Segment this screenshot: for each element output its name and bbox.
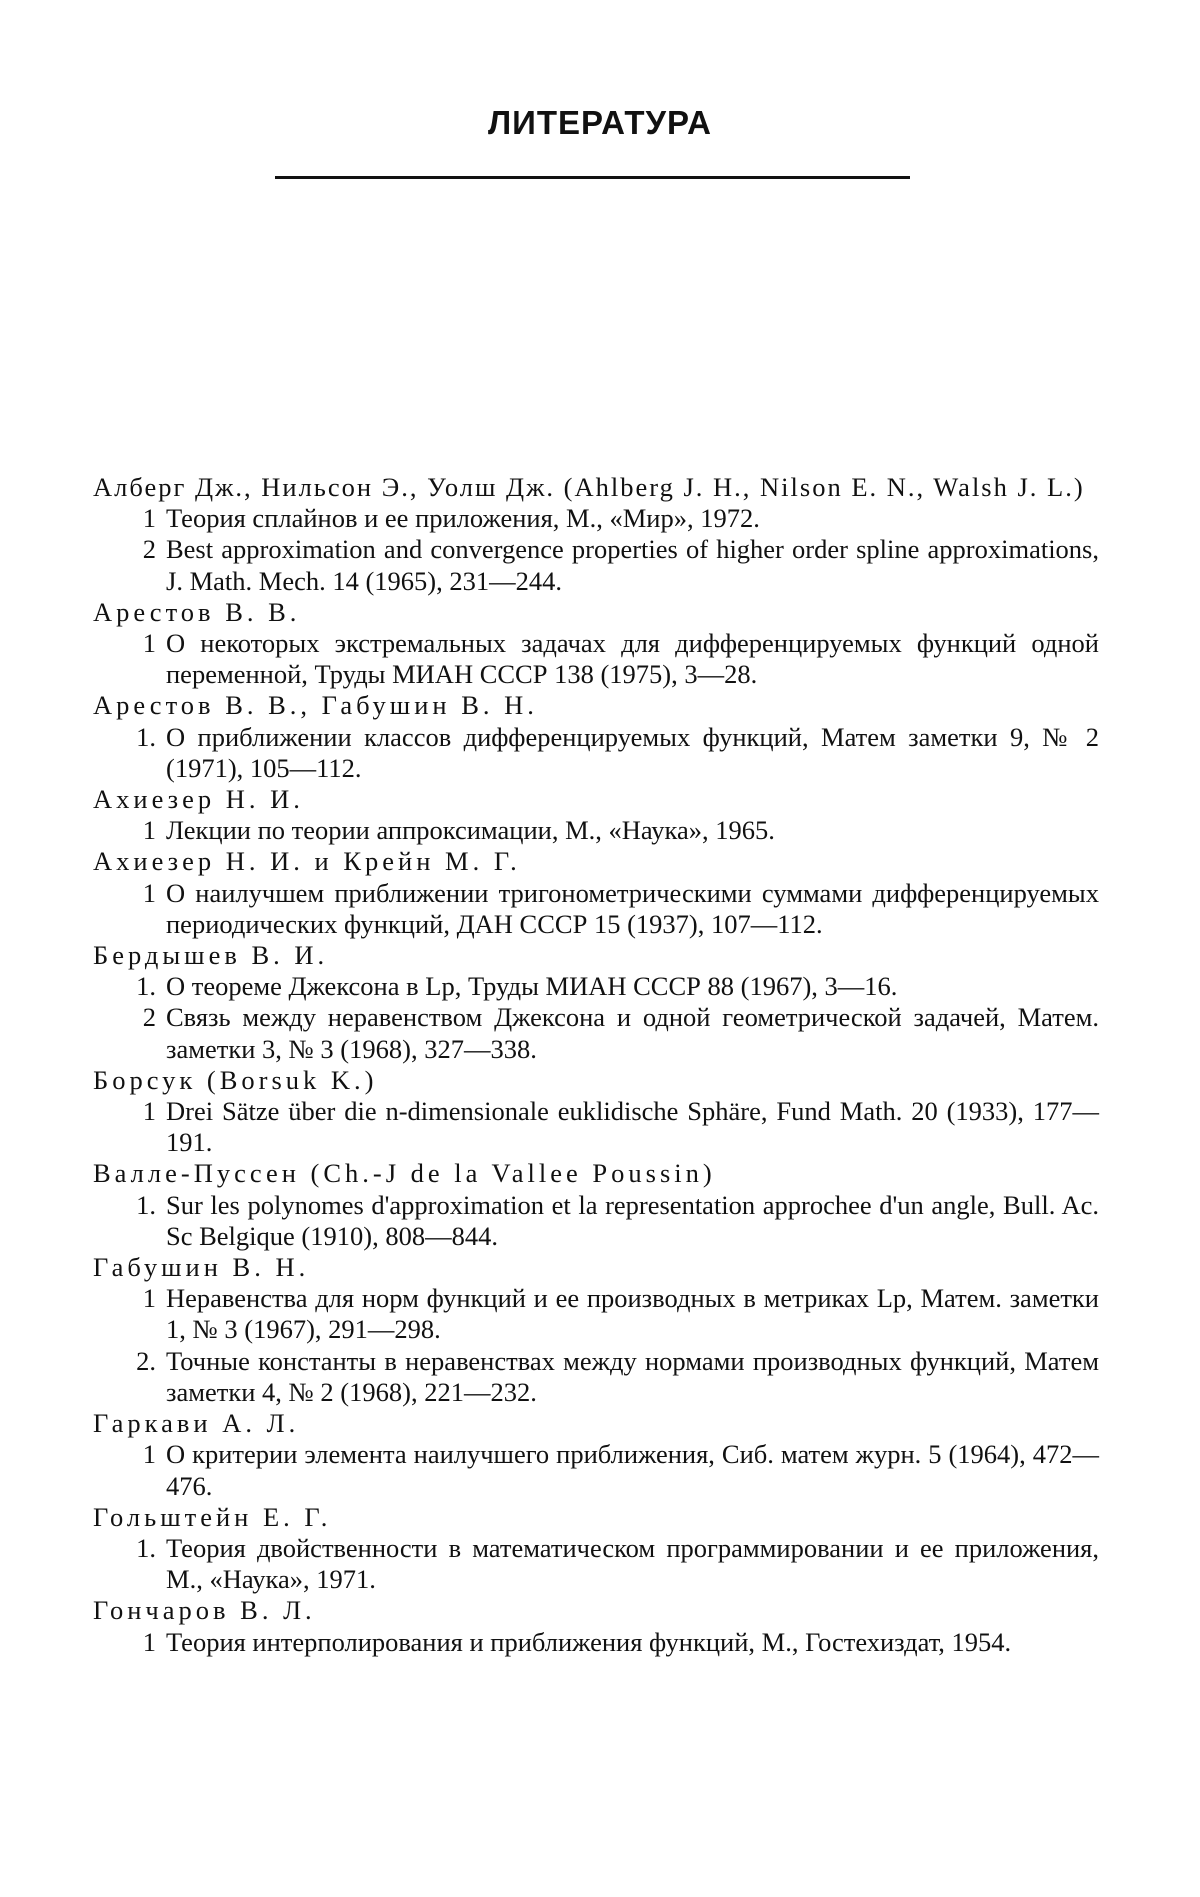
author-name: Арестов В. В., Габушин В. Н. <box>93 690 538 721</box>
entry-number: 1 <box>142 1626 156 1657</box>
author-group <box>93 1158 1099 1252</box>
bibliography-entry <box>93 1533 1099 1595</box>
author-group <box>93 846 1099 940</box>
author-group <box>93 1595 1099 1657</box>
entry-text: Best approximation and convergence properties of higher order spline approximations, J. Math. Mech. 14 (1965), 231—244. <box>166 534 1099 596</box>
author-name: Гольштейн Е. Г. <box>93 1501 332 1532</box>
entry-text: О теореме Джексона в Lp, Труды МИАН СССР 88 (1967), 3—16. <box>166 971 898 1002</box>
author-group <box>93 784 1099 846</box>
entry-number: 1 <box>142 1439 156 1470</box>
author-group <box>93 472 1099 597</box>
entry-text: Drei Sätze über die n-dimensionale euklidische Sphäre, Fund Math. 20 (1933), 177—191. <box>166 1096 1099 1158</box>
author-group <box>93 690 1099 784</box>
entry-number: 1. <box>136 1189 156 1220</box>
entry-number: 1 <box>142 503 156 534</box>
author-group <box>93 1502 1099 1596</box>
author-name: Гончаров В. Л. <box>93 1595 316 1626</box>
entry-number: 2. <box>136 1345 156 1376</box>
author-group <box>93 1408 1099 1502</box>
author-name: Бердышев В. И. <box>93 940 329 971</box>
entry-number: 2 <box>142 1002 156 1033</box>
author-name: Арестов В. В. <box>93 596 301 627</box>
bibliography-entry <box>93 1096 1099 1158</box>
title-rule <box>275 176 910 179</box>
entry-number: 2 <box>142 534 156 565</box>
entry-number: 1 <box>142 1096 156 1127</box>
entry-number: 1. <box>136 971 156 1002</box>
bibliography-entry <box>93 1283 1099 1345</box>
bibliography-entry <box>93 1190 1099 1252</box>
entry-text: Теория сплайнов и ее приложения, М., «Мир», 1972. <box>166 503 760 534</box>
entry-text: Sur les polynomes d'approximation et la representation approchee d'un angle, Bull. Ac. Sc Belgique (1910), 808—844. <box>166 1189 1099 1251</box>
bibliography-entry <box>93 815 1099 846</box>
author-name: Ахиезер Н. И. и Крейн М. Г. <box>93 846 521 877</box>
author-name: Борсук (Borsuk K.) <box>93 1064 378 1095</box>
bibliography-entry <box>93 1002 1099 1064</box>
author-name: Алберг Дж., Нильсон Э., Уолш Дж. (Ahlberg J. H., Nilson E. N., Walsh J. L.) <box>93 472 1085 502</box>
author-name: Ахиезер Н. И. <box>93 784 304 815</box>
author-group <box>93 597 1099 691</box>
entry-text: Связь между неравенством Джексона и одной геометрической задачей, Матем. заметки 3, № 3 (1968), 327—338. <box>166 1002 1099 1064</box>
author-name: Валле-Пуссен (Ch.-J de la Vallee Poussin) <box>93 1158 716 1189</box>
bibliography-entry <box>93 1346 1099 1408</box>
author-group <box>93 1065 1099 1159</box>
entry-number: 1. <box>136 1532 156 1563</box>
bibliography-entry <box>93 878 1099 940</box>
entry-text: О приближении классов дифференцируемых функций, Матем заметки 9, № 2 (1971), 105—112. <box>166 721 1099 783</box>
entry-number: 1 <box>142 1283 156 1314</box>
bibliography-entry <box>93 628 1099 690</box>
entry-text: О некоторых экстремальных задачах для дифференцируемых функций одной переменной, Труды МИАН СССР 138 (1975), 3—28. <box>166 628 1099 690</box>
entry-number: 1 <box>142 877 156 908</box>
bibliography-entry <box>93 722 1099 784</box>
entry-number: 1 <box>142 815 156 846</box>
page-title: ЛИТЕРАТУРА <box>488 104 712 141</box>
entry-number: 1 <box>142 628 156 659</box>
entry-text: О критерии элемента наилучшего приближения, Сиб. матем журн. 5 (1964), 472—476. <box>166 1439 1099 1501</box>
entry-text: О наилучшем приближении тригонометрическими суммами дифференцируемых периодических функций, ДАН СССР 15 (1937), 107—112. <box>166 877 1099 939</box>
bibliography-entry <box>93 1627 1099 1658</box>
author-group <box>93 940 1099 1065</box>
bibliography-entry <box>93 503 1099 534</box>
bibliography-entry <box>93 534 1099 596</box>
author-name: Гаркави А. Л. <box>93 1408 300 1439</box>
entry-text: Теория интерполирования и приближения функций, М., Гостехиздат, 1954. <box>166 1626 1012 1657</box>
entry-text: Лекции по теории аппроксимации, М., «Наука», 1965. <box>166 815 775 846</box>
bibliography-entry <box>93 971 1099 1002</box>
entry-number: 1. <box>136 721 156 752</box>
author-name: Габушин В. Н. <box>93 1252 310 1283</box>
bibliography-entry <box>93 1439 1099 1501</box>
entry-text: Точные константы в неравенствах между нормами производных функций, Матем заметки 4, № 2 (1968), 221—232. <box>166 1345 1099 1407</box>
entry-text: Неравенства для норм функций и ее производных в метриках Lp, Матем. заметки 1, № 3 (1967), 291—298. <box>166 1283 1099 1345</box>
entry-text: Теория двойственности в математическом программировании и ее приложения, М., «Наука», 1971. <box>166 1532 1099 1595</box>
bibliography-list <box>93 472 1099 1658</box>
author-group <box>93 1252 1099 1408</box>
